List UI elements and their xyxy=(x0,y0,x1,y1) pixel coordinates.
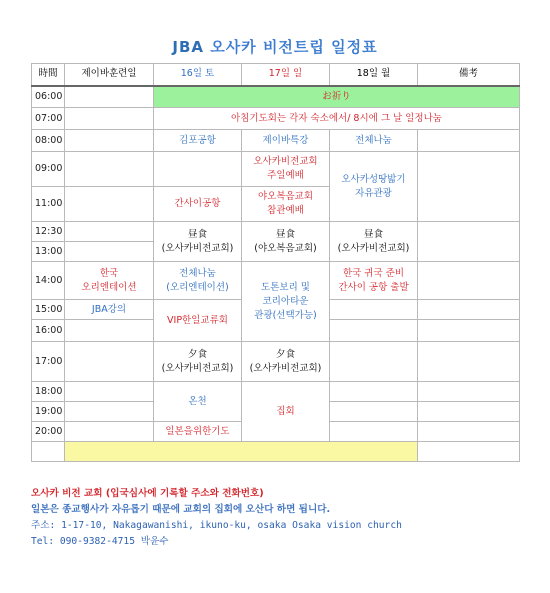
empty-cell xyxy=(154,152,242,187)
service-name: 참관예배 xyxy=(267,205,304,216)
title-main: 오사카 비전트립 일정표 xyxy=(210,38,378,56)
lunch-sun-cell xyxy=(242,222,330,262)
church-name: 야오복음교회 xyxy=(257,191,314,202)
header-training-day: 제이바훈련일 xyxy=(65,64,154,86)
empty-cell xyxy=(65,187,154,222)
note-address: 주소: 1-17-10, Nakagawanishi, ikuno-ku, osaka Osaka vision church xyxy=(31,520,402,531)
empty-cell xyxy=(65,402,154,422)
time-cell: 14:00 xyxy=(32,262,65,300)
time-cell: 13:00 xyxy=(32,242,65,262)
service-name: 주일예배 xyxy=(267,170,304,181)
jba-lecture-cell: JBA강의 xyxy=(65,300,154,320)
empty-cell xyxy=(418,442,520,462)
kansai-cell: 간사이공항 xyxy=(154,187,242,222)
schedule-table xyxy=(31,63,520,462)
sunday-service-cell xyxy=(242,152,330,187)
korea-label: 한국 xyxy=(99,267,119,279)
dotonbori-line2: 코리아타운 xyxy=(262,295,309,307)
empty-cell xyxy=(330,300,418,320)
table-row xyxy=(32,262,520,300)
time-cell: 11:00 xyxy=(32,187,65,222)
vip-cell: VIP한일교류회 xyxy=(154,300,242,342)
empty-cell xyxy=(32,442,65,462)
time-cell: 06:00 xyxy=(32,86,65,108)
empty-cell xyxy=(65,130,154,152)
empty-cell xyxy=(418,130,520,152)
table-row xyxy=(32,342,520,382)
empty-cell xyxy=(65,422,154,442)
church-name: 오사카비전교회 xyxy=(253,156,318,167)
morning-note-cell: 아침기도회는 각자 숙소에서/ 8시에 그 날 일정나눔 xyxy=(154,108,520,130)
meal-place: (오사카비전교회) xyxy=(249,362,322,374)
orientation-label: 오리엔테이션 xyxy=(81,281,137,293)
empty-cell xyxy=(418,342,520,382)
note-religion: 일본은 종교행사가 자유롭기 때문에 교회의 집회에 오산다 하면 됩니다. xyxy=(31,504,331,515)
page-title xyxy=(0,36,550,57)
time-cell: 18:00 xyxy=(32,382,65,402)
empty-cell xyxy=(418,262,520,300)
note-church: 오사카 비전 교회 (입국심사에 기록할 주소와 전화번호) xyxy=(31,488,264,499)
notes-block xyxy=(31,486,402,550)
time-cell: 19:00 xyxy=(32,402,65,422)
prayer-cell: お祈り xyxy=(154,86,520,108)
dinner-sat-cell xyxy=(154,342,242,382)
header-sat: 16일 토 xyxy=(154,64,242,86)
empty-cell xyxy=(418,422,520,442)
empty-cell xyxy=(330,422,418,442)
meal-place: (오사카비전교회) xyxy=(161,242,234,254)
share-mon-cell: 전체나눔 xyxy=(330,130,418,152)
yellow-bar xyxy=(65,442,418,462)
meal-place: (오사카비전교회) xyxy=(337,242,410,254)
title-prefix: JBA xyxy=(172,38,205,56)
empty-cell xyxy=(65,382,154,402)
onsen-cell: 온천 xyxy=(154,382,242,422)
meal-label: 昼食 xyxy=(275,228,295,240)
return-line1: 한국 귀국 준비 xyxy=(342,267,405,279)
dotonbori-line1: 도톤보리 및 xyxy=(261,281,310,293)
prayer-walk-cell xyxy=(330,152,418,222)
jba-special-cell: 제이바특강 xyxy=(242,130,330,152)
lunch-mon-cell xyxy=(330,222,418,262)
empty-cell xyxy=(65,86,154,108)
empty-cell xyxy=(65,320,154,342)
header-time: 時間 xyxy=(32,64,65,86)
time-cell: 20:00 xyxy=(32,422,65,442)
meal-label: 昼食 xyxy=(363,228,383,240)
dotonbori-line3: 관광(선택가능) xyxy=(254,309,317,321)
time-cell: 08:00 xyxy=(32,130,65,152)
yao-service-cell xyxy=(242,187,330,222)
empty-cell xyxy=(330,402,418,422)
empty-cell xyxy=(65,342,154,382)
lunch-sat-cell xyxy=(154,222,242,262)
empty-cell xyxy=(65,108,154,130)
japan-prayer-cell: 일본을위한기도 xyxy=(154,422,242,442)
empty-cell xyxy=(65,242,154,262)
note-tel: Tel: 090-9382-4715 박윤수 xyxy=(31,536,169,547)
gimpo-cell: 김포공항 xyxy=(154,130,242,152)
meal-label: 夕食 xyxy=(187,348,207,360)
header-sun: 17일 일 xyxy=(242,64,330,86)
share-sat-cell xyxy=(154,262,242,300)
return-line2: 간사이 공항 출발 xyxy=(338,281,409,293)
empty-cell xyxy=(418,152,520,222)
empty-cell xyxy=(65,152,154,187)
table-row xyxy=(32,382,520,402)
header-mon: 18일 월 xyxy=(330,64,418,86)
orientation-paren-label: (오리엔테이션) xyxy=(166,281,229,293)
header-row xyxy=(32,64,520,86)
prayer-walk-label: 오사카성땅밟기 xyxy=(341,173,406,185)
meeting-cell: 집회 xyxy=(242,382,330,442)
dotonbori-cell xyxy=(242,262,330,342)
share-label: 전체나눔 xyxy=(179,267,216,279)
dinner-sun-cell xyxy=(242,342,330,382)
time-cell: 07:00 xyxy=(32,108,65,130)
time-cell: 12:30 xyxy=(32,222,65,242)
empty-cell xyxy=(330,382,418,402)
empty-cell xyxy=(418,222,520,262)
time-cell: 16:00 xyxy=(32,320,65,342)
table-row xyxy=(32,152,520,187)
time-cell: 17:00 xyxy=(32,342,65,382)
empty-cell xyxy=(418,300,520,320)
table-row xyxy=(32,108,520,130)
table-row xyxy=(32,130,520,152)
empty-cell xyxy=(65,222,154,242)
meal-place: (야오복음교회) xyxy=(254,242,317,254)
meal-place: (오사카비전교회) xyxy=(161,362,234,374)
free-tour-label: 자유관광 xyxy=(355,187,392,199)
empty-cell xyxy=(418,382,520,402)
table-row xyxy=(32,442,520,462)
empty-cell xyxy=(330,320,418,342)
empty-cell xyxy=(330,342,418,382)
table-row xyxy=(32,86,520,108)
meal-label: 昼食 xyxy=(187,228,207,240)
return-cell xyxy=(330,262,418,300)
time-cell: 15:00 xyxy=(32,300,65,320)
table-row xyxy=(32,222,520,242)
header-notes: 備考 xyxy=(418,64,520,86)
time-cell: 09:00 xyxy=(32,152,65,187)
korea-orientation-cell xyxy=(65,262,154,300)
empty-cell xyxy=(418,320,520,342)
empty-cell xyxy=(418,402,520,422)
meal-label: 夕食 xyxy=(275,348,295,360)
